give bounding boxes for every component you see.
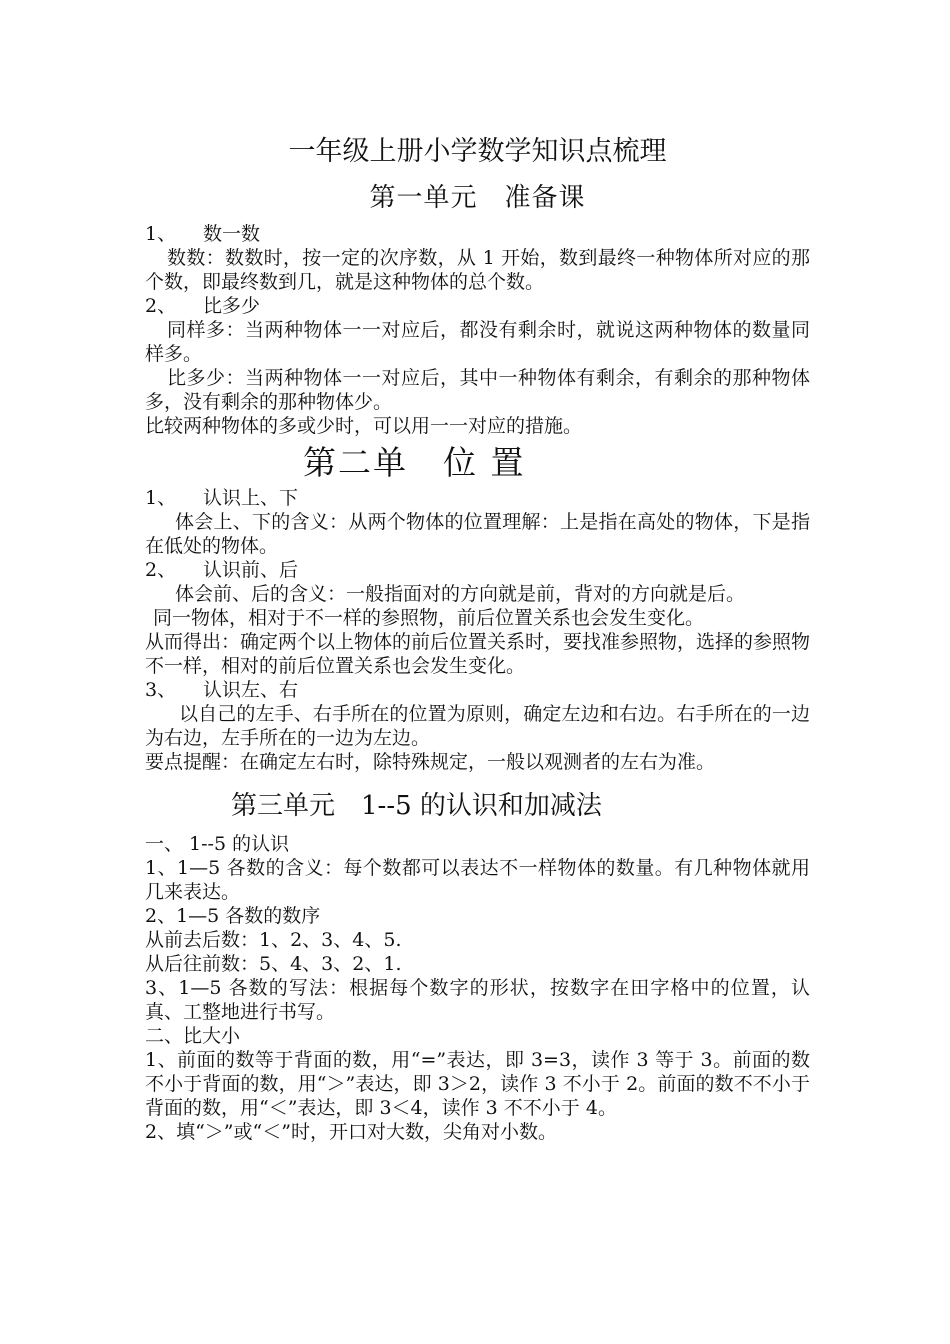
unit1-item2-text-a: 同样多：当两种物体一一对应后，都没有剩余时，就说这两种物体的数量同样多。	[145, 319, 810, 365]
unit2-item1-title: 认识上、下	[203, 487, 299, 509]
unit3-line1: 1、1—5 各数的含义：每个数都可以表达不一样物体的数量。有几种物体就用几来表达。	[145, 857, 810, 903]
unit2-heading: 第二单 位 置	[303, 443, 526, 482]
unit2-item2-title: 认识前、后	[203, 559, 299, 581]
unit3-line7: 2、填“＞”或“＜”时，开口对大数，尖角对小数。	[145, 1121, 557, 1143]
unit2-item3	[145, 678, 810, 702]
unit2-item3-title: 认识左、右	[203, 679, 299, 701]
unit2-item2-text-b: 同一物体，相对于不一样的参照物，前后位置关系也会发生变化。	[153, 607, 705, 629]
document-page	[145, 128, 810, 1144]
unit1-item2	[145, 294, 810, 318]
unit3-line3: 从前去后数：1、2、3、4、5.	[145, 929, 402, 951]
unit1-heading: 第一单元 准备课	[369, 183, 586, 213]
unit1-item1	[145, 222, 810, 246]
unit2-item1-number: 1、	[145, 487, 177, 509]
document-title: 一年级上册小学数学知识点梳理	[288, 136, 667, 167]
unit1-item2-number: 2、	[145, 295, 177, 317]
unit2-item2-text-c: 从而得出：确定两个以上物体的前后位置关系时，要找准参照物，选择的参照物不一样，相对的前后位置关系也会发生变化。	[145, 631, 811, 677]
unit2-item2-number: 2、	[145, 559, 177, 581]
unit3-heading: 第三单元 1--5 的认识和加减法	[231, 791, 602, 821]
unit1-item1-number: 1、	[145, 223, 177, 245]
unit3-section2-title: 二、比大小	[145, 1025, 241, 1047]
unit2-item2-text-a: 体会前、后的含义：一般指面对的方向就是前，背对的方向就是后。	[175, 583, 746, 605]
unit2-item3-text-a: 以自己的左手、右手所在的位置为原则，确定左边和右边。右手所在的一边为右边，左手所在的一边为左边。	[145, 703, 810, 749]
unit3-line2: 2、1—5 各数的数序	[145, 905, 321, 927]
unit1-item2-text-c: 比较两种物体的多或少时，可以用一一对应的措施。	[145, 415, 583, 437]
unit3-section1-title: 一、 1--5 的认识	[145, 833, 290, 855]
unit2-item2	[145, 558, 810, 582]
unit2-item3-number: 3、	[145, 679, 177, 701]
unit2-item1	[145, 486, 810, 510]
unit2-item3-text-b: 要点提醒：在确定左右时，除特殊规定，一般以观测者的左右为准。	[145, 751, 716, 773]
unit1-item1-title: 数一数	[203, 223, 261, 245]
unit2-item1-text: 体会上、下的含义：从两个物体的位置理解：上是指在高处的物体，下是指在低处的物体。	[145, 511, 810, 557]
unit3-line4: 从后往前数：5、4、3、2、1.	[145, 953, 402, 975]
unit1-item1-text: 数数：数数时，按一定的次序数，从 1 开始，数到最终一种物体所对应的那个数，即最终数到几，就是这种物体的总个数。	[145, 247, 810, 293]
unit1-item2-title: 比多少	[203, 295, 261, 317]
unit3-line6: 1、前面的数等于背面的数，用“=”表达，即 3=3，读作 3 等于 3。前面的数不小于背面的数，用“＞”表达，即 3＞2，读作 3 不小于 2。前面的数不不小于背面的数，用“＜”表达，即 3＜4，读作 3 不不小于 4。	[145, 1049, 810, 1119]
unit1-item2-text-b: 比多少：当两种物体一一对应后，其中一种物体有剩余，有剩余的那种物体多，没有剩余的那种物体少。	[145, 367, 810, 413]
unit3-line5: 3、1—5 各数的写法：根据每个数字的形状，按数字在田字格中的位置，认真、工整地进行书写。	[145, 977, 810, 1023]
